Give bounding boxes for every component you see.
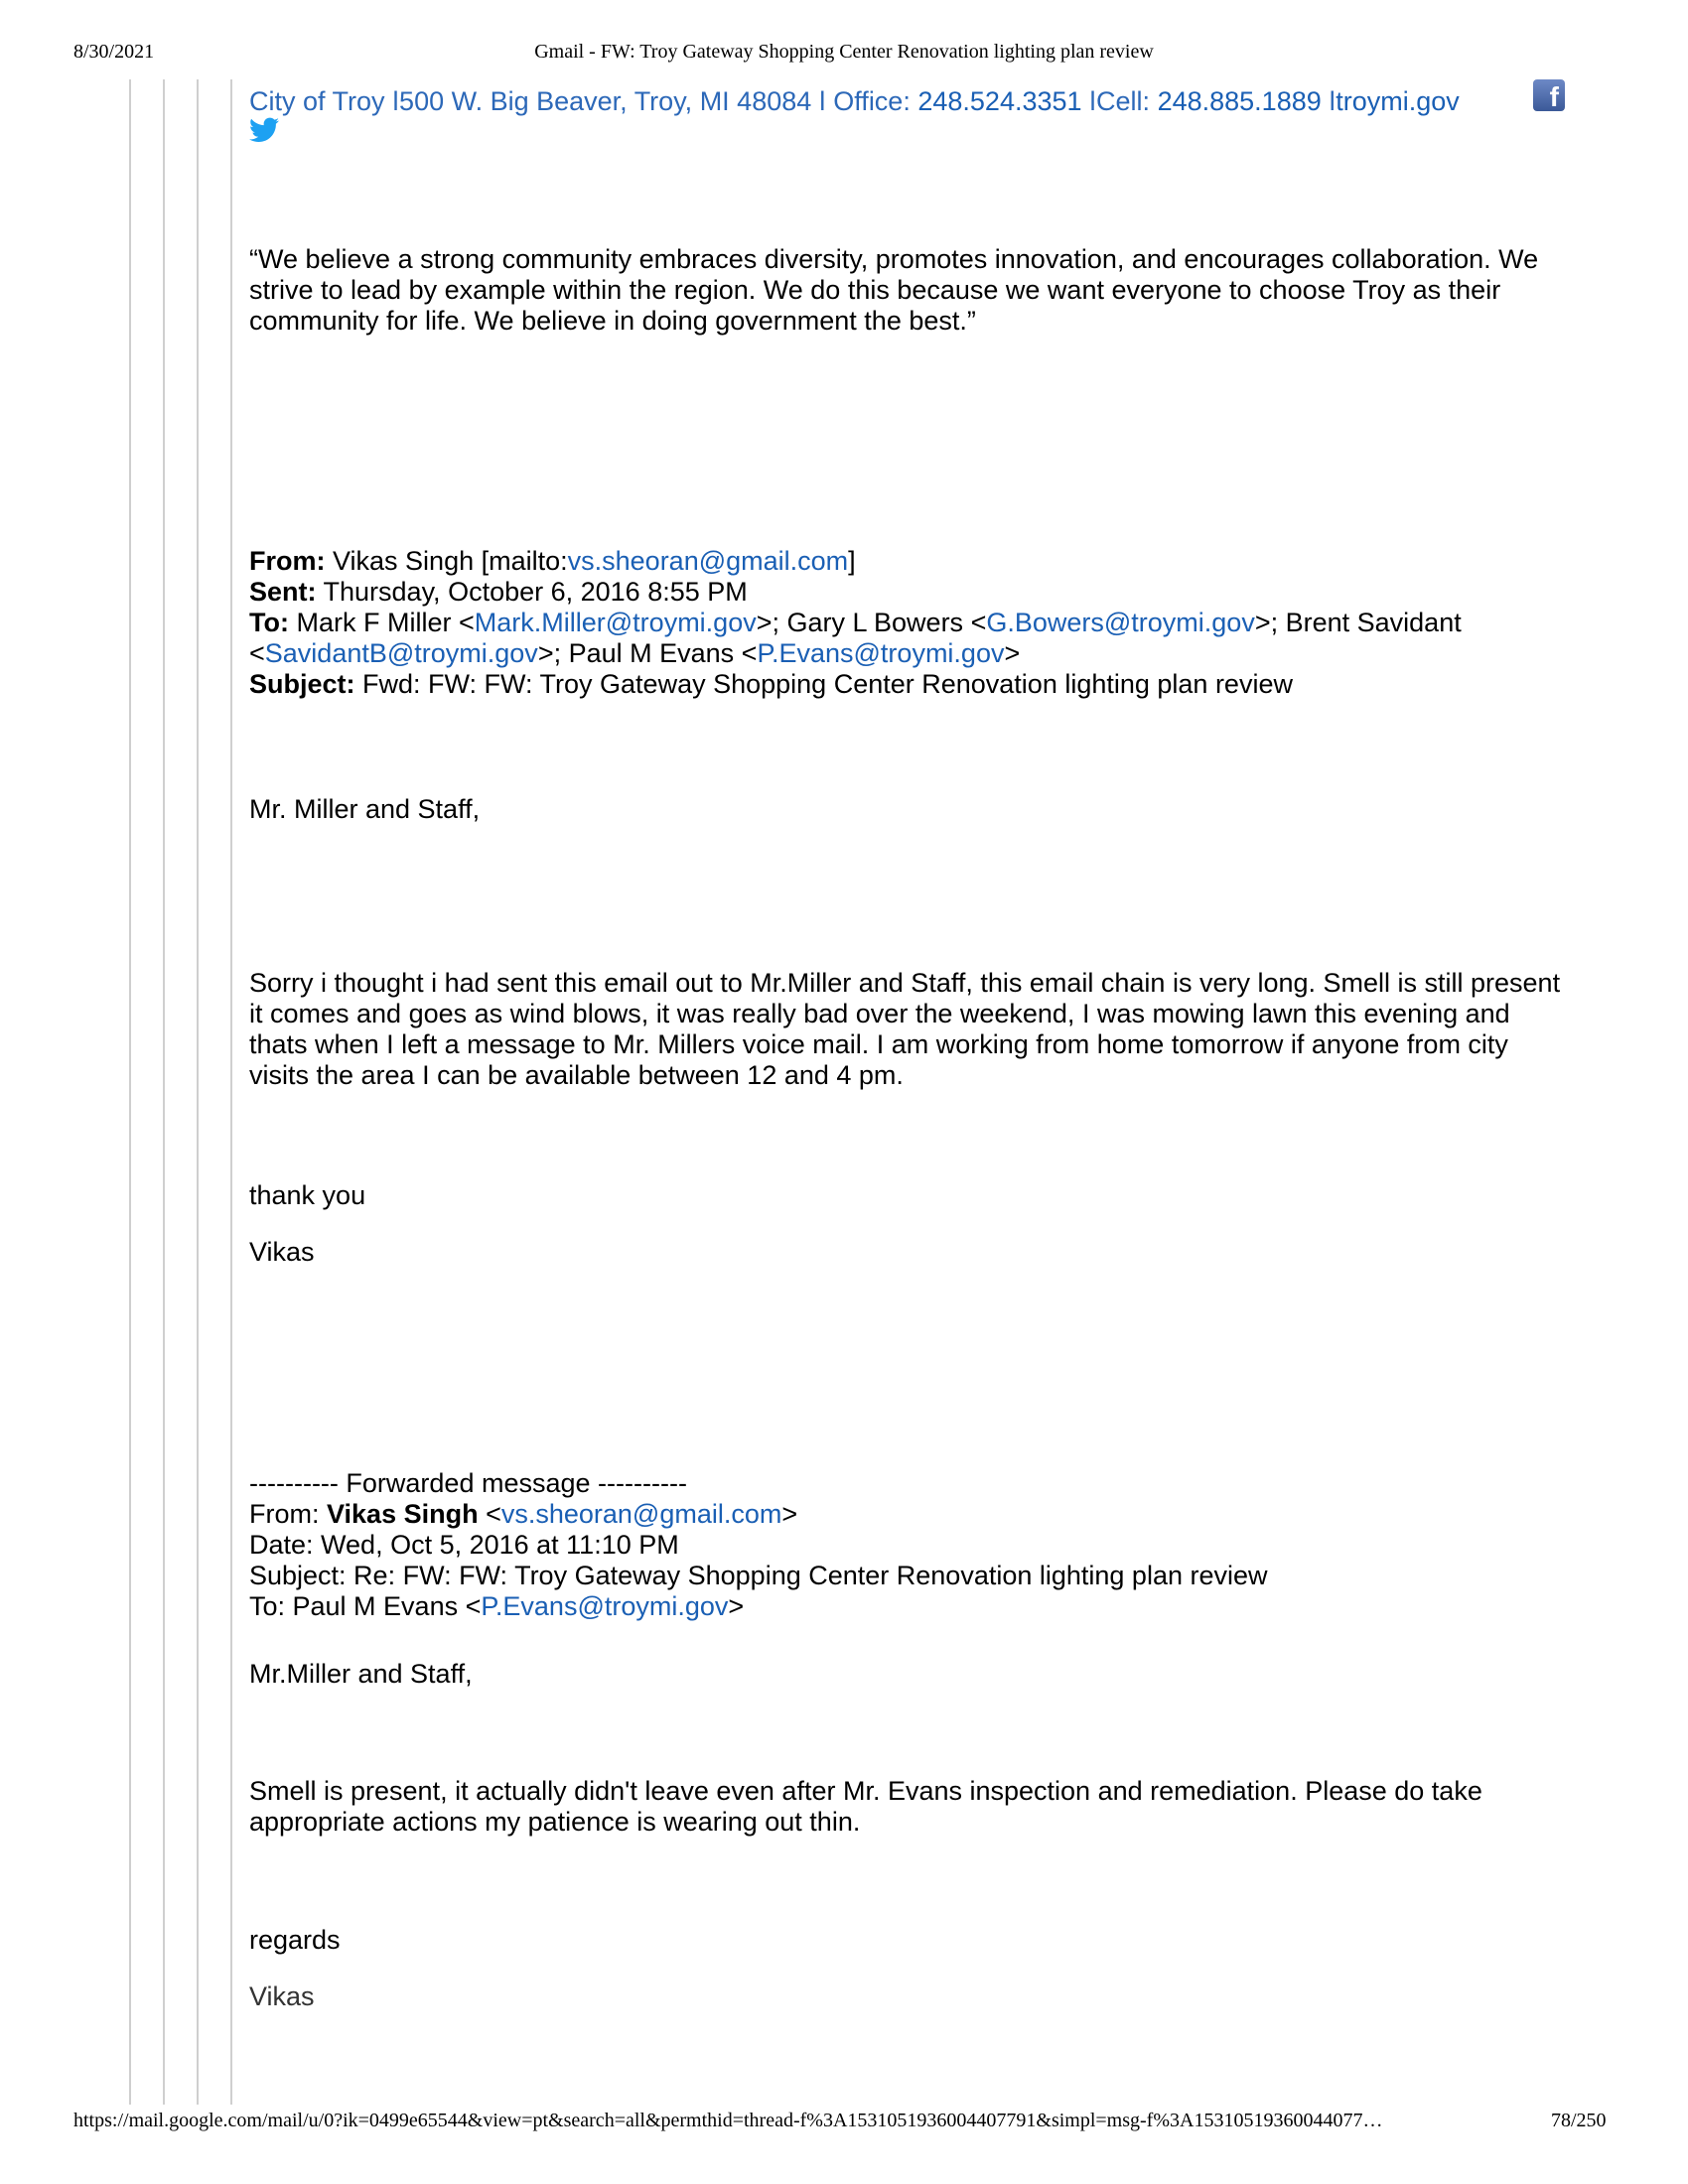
forwarded-separator: ---------- Forwarded message ---------- (249, 1468, 687, 1498)
recipient-email-link[interactable]: Mark.Miller@troymi.gov (474, 608, 757, 637)
from-line: From: Vikas Singh [mailto:vs.sheoran@gmail.com] (249, 546, 856, 576)
email-header (249, 546, 1570, 700)
forwarded-recipient-email-link[interactable]: P.Evans@troymi.gov (481, 1591, 729, 1621)
facebook-icon[interactable]: f (1533, 79, 1565, 111)
forwarded-to-line: To: Paul M Evans <P.Evans@troymi.gov> (249, 1591, 745, 1621)
forwarded-sender-email-link[interactable]: vs.sheoran@gmail.com (500, 1499, 782, 1529)
mission-statement: “We believe a strong community embraces diversity, promotes innovation, and encourages collaboration. We strive to lead by example within the region. We do this because we want everyone to choose Troy as their community for life. We believe in doing government the best.” (249, 244, 1539, 336)
page-number: 78/250 (1551, 2110, 1607, 2131)
quote-bar (129, 79, 131, 2105)
print-url: https://mail.google.com/mail/u/0?ik=0499e65544&view=pt&search=all&permthid=thread-f%3A1531051936004407791&simpl=msg-f%3A15310519360044077… (73, 2110, 1383, 2131)
email-greeting: Mr. Miller and Staff, (249, 794, 481, 824)
sent-line: Sent: Thursday, October 6, 2016 8:55 PM (249, 577, 748, 607)
org-address: 500 W. Big Beaver, Troy, MI 48084 (399, 86, 812, 116)
print-date: 8/30/2021 (73, 41, 155, 63)
office-phone-link[interactable]: 248.524.3351 (917, 86, 1082, 116)
signature-line: City of Troy ǀ500 W. Big Beaver, Troy, MI 48084 ǀ Office: 248.524.3351 ǀCell: 248.885.1889 ǀtroymi.gov (249, 86, 1460, 116)
twitter-icon[interactable] (249, 117, 279, 143)
cell-phone-link[interactable]: 248.885.1889 (1157, 86, 1322, 116)
quote-bar (197, 79, 199, 2105)
quote-bar (230, 79, 232, 2105)
forwarded-closing: regards (249, 1925, 341, 1955)
email-body: Sorry i thought i had sent this email out to Mr.Miller and Staff, this email chain is very long. Smell is still present it comes and goes as wind blows, it was really bad over the weekend, I was mowing lawn this evening and thats when I left a message to Mr. Millers voice mail. I am working from home tomorrow if anyone from city visits the area I can be available between 12 and 4 pm. (249, 968, 1561, 1090)
recipient-email-link[interactable]: SavidantB@troymi.gov (264, 638, 538, 668)
forwarded-signoff: Vikas (249, 1981, 315, 2011)
print-title: Gmail - FW: Troy Gateway Shopping Center Renovation lighting plan review (534, 41, 1154, 63)
email-closing: thank you (249, 1180, 366, 1210)
forwarded-header (249, 1468, 1570, 1622)
to-line: To: Mark F Miller <Mark.Miller@troymi.gov>; Gary L Bowers <G.Bowers@troymi.gov>; Brent Savidant <SavidantB@troymi.gov>; Paul M Evans <P.Evans@troymi.gov> (249, 608, 1462, 668)
quote-bar (163, 79, 165, 2105)
email-signoff: Vikas (249, 1237, 315, 1267)
forwarded-date-line: Date: Wed, Oct 5, 2016 at 11:10 PM (249, 1530, 679, 1560)
recipient-email-link[interactable]: P.Evans@troymi.gov (757, 638, 1005, 668)
forwarded-subject-line: Subject: Re: FW: FW: Troy Gateway Shopping Center Renovation lighting plan review (249, 1561, 1268, 1590)
forwarded-body: Smell is present, it actually didn't leave even after Mr. Evans inspection and remediation. Please do take appropriate actions my patience is wearing out thin. (249, 1776, 1482, 1837)
recipient-email-link[interactable]: G.Bowers@troymi.gov (986, 608, 1255, 637)
forwarded-from-line: From: Vikas Singh <vs.sheoran@gmail.com> (249, 1499, 798, 1529)
org-name: City of Troy (249, 86, 385, 116)
website-link[interactable]: troymi.gov (1336, 86, 1460, 116)
subject-line: Subject: Fwd: FW: FW: Troy Gateway Shopping Center Renovation lighting plan review (249, 669, 1293, 699)
sender-email-link[interactable]: vs.sheoran@gmail.com (567, 546, 849, 576)
forwarded-greeting: Mr.Miller and Staff, (249, 1659, 473, 1689)
